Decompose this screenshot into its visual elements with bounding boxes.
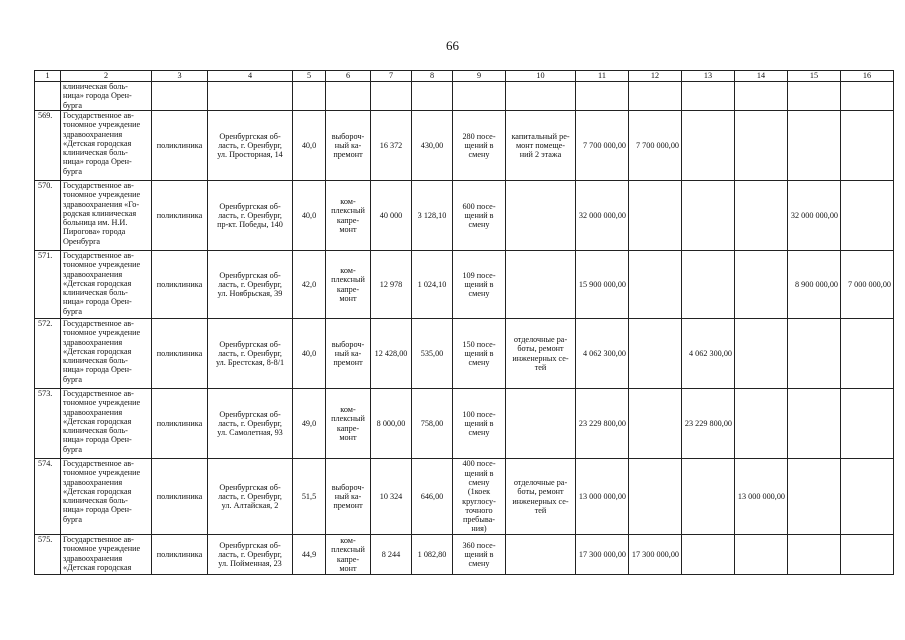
cell-amount-col16 [841, 389, 894, 459]
cell-amount-col15: 8 900 000,00 [788, 251, 841, 319]
cell-works [506, 181, 576, 251]
cell-repair-type: ком- плексный капре- монт [326, 389, 371, 459]
table-row [35, 181, 894, 251]
cell-total: 4 062 300,00 [576, 319, 629, 389]
repair-register-table [34, 70, 894, 575]
cell-num: 573. [35, 389, 61, 459]
cell-num: 575. [35, 535, 61, 575]
cell-facility-type: поликлиника [152, 389, 208, 459]
cell-cost-per-m2: 3 128,10 [412, 181, 453, 251]
cell-institution-name: Государственное ав- тономное учреждение здравоохранения «Детская городская клиническая боль- ница» города Орен- бурга [61, 251, 152, 319]
cell-total: 17 300 000,00 [576, 535, 629, 575]
column-header: 14 [735, 71, 788, 82]
cell-facility-type: поликлиника [152, 251, 208, 319]
column-header: 5 [293, 71, 326, 82]
page-number: 66 [446, 38, 459, 53]
cell-amount-col14 [735, 181, 788, 251]
cell-facility-type: поликлиника [152, 181, 208, 251]
cell-amount-col16 [841, 181, 894, 251]
column-header: 3 [152, 71, 208, 82]
cell-wear-percent: 44,9 [293, 535, 326, 575]
cell-works: отделочные ра- боты, ремонт инженерных се- тей [506, 319, 576, 389]
cell-amount-col15 [788, 535, 841, 575]
column-header: 4 [208, 71, 293, 82]
cell-amount-col13 [682, 535, 735, 575]
cell-repair-type: выбороч- ный ка- премонт [326, 319, 371, 389]
cell-facility-type: поликлиника [152, 459, 208, 535]
cell-num: 574. [35, 459, 61, 535]
cell-capacity: 600 посе- щений в смену [453, 181, 506, 251]
cell-amount-col14 [735, 111, 788, 181]
cell-amount-col15 [788, 111, 841, 181]
cell-capacity: 400 посе- щений в смену (1коек круглосу- точного пребыва- ния) [453, 459, 506, 535]
cell-amount-col13 [682, 459, 735, 535]
cell-repair-type: ком- плексный капре- монт [326, 181, 371, 251]
cell-amount-col13: 23 229 800,00 [682, 389, 735, 459]
cell-amount-col13 [682, 181, 735, 251]
column-header: 10 [506, 71, 576, 82]
column-header: 1 [35, 71, 61, 82]
cell-amount-col15 [788, 459, 841, 535]
column-header: 6 [326, 71, 371, 82]
table-row [35, 389, 894, 459]
cell-area: 16 372 [371, 111, 412, 181]
cell-wear-percent: 40,0 [293, 319, 326, 389]
cell-num: 569. [35, 111, 61, 181]
cell-works: отделочные ра- боты, ремонт инженерных се- тей [506, 459, 576, 535]
cell-wear-percent: 42,0 [293, 251, 326, 319]
cell-area: 8 244 [371, 535, 412, 575]
table-row [35, 459, 894, 535]
column-header: 8 [412, 71, 453, 82]
cell-facility-type: поликлиника [152, 319, 208, 389]
cell-works [506, 251, 576, 319]
cell-cost-per-m2: 646,00 [412, 459, 453, 535]
cell-capacity: 150 посе- щений в смену [453, 319, 506, 389]
cell-cost-per-m2: 758,00 [412, 389, 453, 459]
cell-area: 10 324 [371, 459, 412, 535]
cell-num: 570. [35, 181, 61, 251]
cell-repair-type: выбороч- ный ка- премонт [326, 111, 371, 181]
cell-num: 572. [35, 319, 61, 389]
cell-works: капитальный ре- монт помеще- ний 2 этажа [506, 111, 576, 181]
cell-address: Оренбургская об- ласть, г. Оренбург, ул. Самолетная, 93 [208, 389, 293, 459]
cell-num [35, 82, 61, 111]
cell-amount-col14: 13 000 000,00 [735, 459, 788, 535]
cell-address: Оренбургская об- ласть, г. Оренбург, ул. Брестская, 8-8/1 [208, 319, 293, 389]
continuation-row [35, 82, 894, 111]
cell-amount-col12 [629, 319, 682, 389]
cell-address: Оренбургская об- ласть, г. Оренбург, ул. Алтайская, 2 [208, 459, 293, 535]
cell-institution-name: Государственное ав- тономное учреждение здравоохранения «Детская городская клиническая боль- ница» города Орен- бурга [61, 111, 152, 181]
cell-capacity: 100 посе- щений в смену [453, 389, 506, 459]
cell-amount-col15 [788, 389, 841, 459]
cell-institution-name: Государственное ав- тономное учреждение здравоохранения «Детская городская клиническая боль- ница» города Орен- бурга [61, 319, 152, 389]
cell-area: 12 428,00 [371, 319, 412, 389]
table-row [35, 319, 894, 389]
cell-amount-col12: 17 300 000,00 [629, 535, 682, 575]
column-number-row [35, 71, 894, 82]
column-header: 15 [788, 71, 841, 82]
cell-amount-col14 [735, 319, 788, 389]
table-row [35, 535, 894, 575]
cell-cost-per-m2: 430,00 [412, 111, 453, 181]
cell-wear-percent: 40,0 [293, 181, 326, 251]
cell-institution-name: Государственное ав- тономное учреждение здравоохранения «Детская городская клиническая боль- ница» города Орен- бурга [61, 459, 152, 535]
cell-total: 7 700 000,00 [576, 111, 629, 181]
cell-institution-name: Государственное ав- тономное учреждение здравоохранения «Детская городская [61, 535, 152, 575]
cell-amount-col14 [735, 251, 788, 319]
cell-amount-col13: 4 062 300,00 [682, 319, 735, 389]
cell-works [506, 535, 576, 575]
cell-institution-name: Государственное ав- тономное учреждение здравоохранения «Го- родская клиническая больница им. Н.И. Пирогова» города Оренбурга [61, 181, 152, 251]
column-header: 2 [61, 71, 152, 82]
cell-amount-col16 [841, 319, 894, 389]
cell-amount-col14 [735, 389, 788, 459]
cell-wear-percent: 51,5 [293, 459, 326, 535]
cell-amount-col13 [682, 251, 735, 319]
column-header: 13 [682, 71, 735, 82]
column-header: 12 [629, 71, 682, 82]
cell-area: 8 000,00 [371, 389, 412, 459]
cell-facility-type: поликлиника [152, 111, 208, 181]
column-header: 9 [453, 71, 506, 82]
cell-repair-type: ком- плексный капре- монт [326, 535, 371, 575]
cell-amount-col13 [682, 111, 735, 181]
cell-amount-col16 [841, 111, 894, 181]
column-header: 16 [841, 71, 894, 82]
cell-capacity: 109 посе- щений в смену [453, 251, 506, 319]
cell-amount-col12 [629, 181, 682, 251]
cell-amount-col15: 32 000 000,00 [788, 181, 841, 251]
cell-total: 23 229 800,00 [576, 389, 629, 459]
cell-capacity: 280 посе- щений в смену [453, 111, 506, 181]
table-body [35, 71, 894, 575]
column-header: 11 [576, 71, 629, 82]
cell-institution-name: клиническая боль- ница» города Орен- бурга [61, 82, 152, 111]
cell-cost-per-m2: 1 024,10 [412, 251, 453, 319]
cell-num: 571. [35, 251, 61, 319]
cell-wear-percent: 49,0 [293, 389, 326, 459]
cell-cost-per-m2: 1 082,80 [412, 535, 453, 575]
cell-amount-col16 [841, 459, 894, 535]
cell-address: Оренбургская об- ласть, г. Оренбург, ул. Пойменная, 23 [208, 535, 293, 575]
cell-facility-type: поликлиника [152, 535, 208, 575]
cell-amount-col12: 7 700 000,00 [629, 111, 682, 181]
cell-amount-col16 [841, 535, 894, 575]
cell-repair-type: ком- плексный капре- монт [326, 251, 371, 319]
cell-amount-col12 [629, 459, 682, 535]
cell-area: 12 978 [371, 251, 412, 319]
cell-total: 13 000 000,00 [576, 459, 629, 535]
cell-address: Оренбургская об- ласть, г. Оренбург, пр-кт. Победы, 140 [208, 181, 293, 251]
cell-total: 32 000 000,00 [576, 181, 629, 251]
cell-capacity: 360 посе- щений в смену [453, 535, 506, 575]
cell-amount-col12 [629, 389, 682, 459]
cell-amount-col12 [629, 251, 682, 319]
cell-amount-col16: 7 000 000,00 [841, 251, 894, 319]
cell-amount-col14 [735, 535, 788, 575]
column-header: 7 [371, 71, 412, 82]
table-row [35, 251, 894, 319]
cell-wear-percent: 40,0 [293, 111, 326, 181]
cell-total: 15 900 000,00 [576, 251, 629, 319]
table-row [35, 111, 894, 181]
cell-cost-per-m2: 535,00 [412, 319, 453, 389]
cell-works [506, 389, 576, 459]
cell-area: 40 000 [371, 181, 412, 251]
cell-address: Оренбургская об- ласть, г. Оренбург, ул. Ноябрьская, 39 [208, 251, 293, 319]
cell-address: Оренбургская об- ласть, г. Оренбург, ул. Просторная, 14 [208, 111, 293, 181]
cell-amount-col15 [788, 319, 841, 389]
cell-institution-name: Государственное ав- тономное учреждение здравоохранения «Детская городская клиническая боль- ница» города Орен- бурга [61, 389, 152, 459]
cell-repair-type: выбороч- ный ка- премонт [326, 459, 371, 535]
